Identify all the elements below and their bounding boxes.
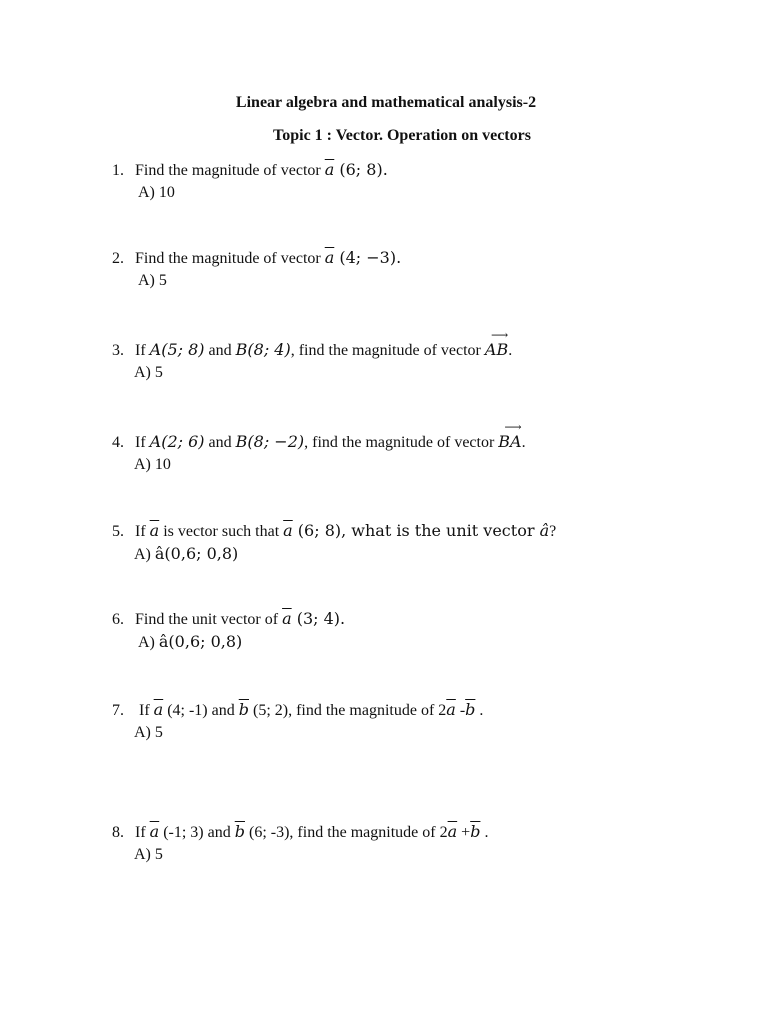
text-segment: (6; -3), find the magnitude of 2 — [244, 824, 448, 841]
answer-value: â(0,6; 0,8) — [158, 632, 243, 651]
document-title: Linear algebra and mathematical analysis-2 — [235, 94, 537, 111]
text-segment: . — [508, 342, 513, 359]
text-segment: . — [475, 702, 484, 719]
point-a: A(5; 8) — [149, 340, 205, 359]
question-8 — [112, 820, 712, 866]
text-segment: , find the magnitude of vector — [304, 434, 499, 451]
text-segment: - — [455, 702, 466, 719]
question-2 — [112, 246, 712, 292]
answer-prefix: A) — [134, 546, 155, 563]
text-segment: ? — [549, 523, 557, 540]
question-1 — [112, 158, 712, 204]
text-segment: If — [135, 702, 154, 719]
text-segment: and — [204, 342, 236, 359]
question-number: 8. — [112, 824, 124, 841]
vector-a-symbol: $\overline{a}$ — [153, 700, 164, 719]
answer-option: A) 5 — [134, 846, 163, 863]
text-segment: Find the unit vector of — [135, 611, 283, 628]
topic-heading: Topic 1 : Vector. Operation on vectors — [273, 127, 531, 144]
question-number: 7. — [112, 702, 124, 719]
question-text — [112, 158, 712, 182]
vector-ba-symbol — [498, 420, 522, 454]
question-number: 5. — [112, 523, 124, 540]
point-b: B(8; 4) — [235, 340, 291, 359]
vector-label: AB — [484, 340, 509, 359]
vector-b-symbol: $\overline{b}$ — [470, 822, 481, 841]
unit-vector-symbol: â — [539, 521, 550, 540]
question-text — [112, 820, 712, 844]
vector-a-symbol: $\overline{a}$ — [324, 160, 335, 179]
text-segment: If — [135, 434, 150, 451]
vector-b-symbol: $\overline{b}$ — [238, 700, 249, 719]
text-segment: . — [521, 434, 526, 451]
answer-option: A) 10 — [138, 184, 175, 201]
answer-option: A) 10 — [134, 456, 171, 473]
coordinates: (4; −3). — [334, 248, 402, 267]
question-number: 1. — [112, 162, 124, 179]
vector-a-symbol: $\overline{a}$ — [149, 521, 160, 540]
question-number: 4. — [112, 434, 124, 451]
text-segment: Find the magnitude of vector — [135, 250, 325, 267]
vector-b-symbol: $\overline{b}$ — [465, 700, 476, 719]
question-3 — [112, 328, 712, 384]
vector-a-symbol: $\overline{a}$ — [283, 521, 293, 540]
question-text — [112, 607, 712, 631]
vector-a-symbol: $\overline{a}$ — [282, 609, 292, 628]
question-number: 3. — [112, 342, 124, 359]
vector-arrow-icon: ⟶ — [504, 420, 520, 434]
text-segment: (5; 2), find the magnitude of 2 — [248, 702, 447, 719]
vector-arrow-icon: ⟶ — [490, 328, 507, 342]
vector-a-symbol: $\overline{a}$ — [324, 248, 335, 267]
coordinates: (3; 4). — [291, 609, 346, 628]
vector-label: BA — [498, 432, 522, 451]
text-segment: + — [457, 824, 471, 841]
text-segment: (4; -1) and — [163, 702, 239, 719]
coordinates: (6; 8). — [334, 160, 388, 179]
vector-ab-symbol — [484, 328, 509, 362]
text-segment: Find the magnitude of vector — [135, 162, 325, 179]
answer-option — [112, 543, 712, 565]
answer-option: A) 5 — [138, 272, 167, 289]
text-segment: If — [135, 824, 150, 841]
text-segment: . — [480, 824, 489, 841]
question-number: 6. — [112, 611, 124, 628]
answer-prefix: A) — [138, 634, 159, 651]
vector-b-symbol: $\overline{b}$ — [234, 822, 245, 841]
question-text — [112, 519, 712, 543]
question-4 — [112, 420, 712, 476]
point-b: B(8; −2) — [235, 432, 305, 451]
answer-value: â(0,6; 0,8) — [154, 544, 239, 563]
question-text — [112, 328, 712, 362]
question-text — [112, 698, 712, 722]
vector-a-symbol: $\overline{a}$ — [447, 822, 458, 841]
text-segment: and — [204, 434, 236, 451]
answer-option: A) 5 — [134, 724, 163, 741]
point-a: A(2; 6) — [149, 432, 205, 451]
question-6 — [112, 607, 712, 653]
text-segment: is vector such that — [159, 523, 284, 540]
question-5 — [112, 519, 712, 565]
vector-a-symbol: $\overline{a}$ — [446, 700, 456, 719]
question-number: 2. — [112, 250, 124, 267]
question-text — [112, 246, 712, 270]
answer-option: A) 5 — [134, 364, 163, 381]
text-segment: (-1; 3) and — [159, 824, 235, 841]
vector-a-symbol: $\overline{a}$ — [149, 822, 160, 841]
question-text — [112, 420, 712, 454]
text-segment: If — [135, 342, 150, 359]
coordinates: (6; 8), what is the unit vector — [292, 521, 540, 540]
text-segment: , find the magnitude of vector — [290, 342, 485, 359]
question-7 — [112, 698, 712, 744]
text-segment: If — [135, 523, 150, 540]
answer-option — [112, 631, 712, 653]
